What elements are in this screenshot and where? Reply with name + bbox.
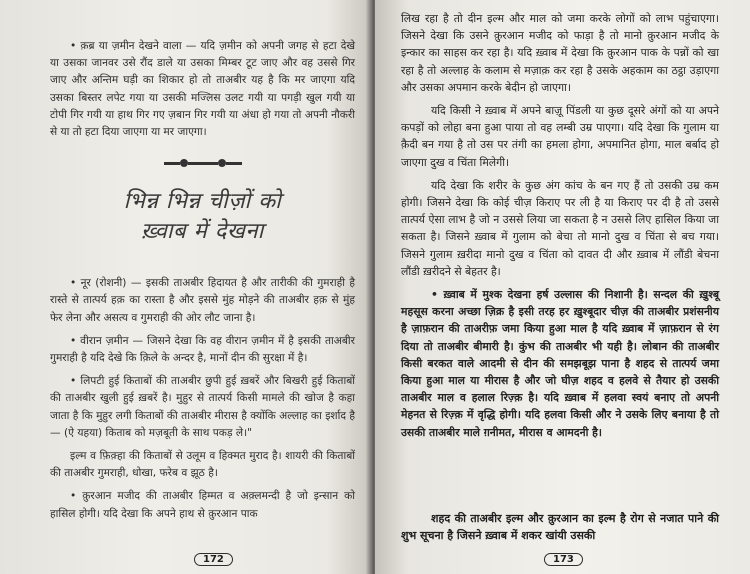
light-paragraph: • नूर (रोशनी) — इसकी ताअबीर हिदायत है और तारीकी की गुमराही है रास्ते से तात्पर्य हक़ का रास्ता है और इससे मुंह मोड़ने की ताअबीर हक़ से मुंह फेर लेना और असत्य व गुमराही की ओर लौट जाना है। <box>50 277 355 324</box>
knowledge-books-paragraph: इल्म व फ़िक़्हा की किताबों से उलूम व हिक्मत मुराद है। शायरी की किताबों की ताअबीर गुमराही, धोखा, फरेब व झूठ है। <box>50 450 355 480</box>
divider-line <box>226 162 242 165</box>
chapter-title-line: ख़्वाब में देखना <box>141 219 264 245</box>
page-number: 173 <box>544 553 583 566</box>
chapter-title <box>50 187 355 247</box>
divider-dot <box>218 159 226 167</box>
quran-paragraph: • क़ुरआन मजीद की ताअबीर हिम्मत व अक़्लमन्दी है जो इन्सान को हासिल होगी। यदि देखा कि अपने हाथ से क़ुरआन पाक <box>50 490 355 520</box>
glass-body-paragraph: यदि देखा कि शरीर के कुछ अंग कांच के बन गए हैं तो उसकी उम्र कम होगी। जिसने देखा कि कोई चीज़ किराए पर ली है या किराए पर दी है तो उससे तात्पर्य ऐसा लाभ है जो न उससे लिया जा सकता है न उससे लिए हासिल किया जा सकता है। जिसने ख़्वाब में गुलाम को बेचा तो मानो दुख व चिंता से बच गया। जिसने गुलाम ख़रीदा मानो दुख व चिंता को दावत दी और ख़्वाब में लौंडी बेचना लौंडी ख़रीदने से बेहतर है। <box>401 178 719 278</box>
left-page <box>0 0 371 574</box>
grave-dream-paragraph: • क़ब्र या ज़मीन देखने वाला — यदि ज़मीन को अपनी जगह से हटा देखे या उसका जानवर उसे रौंद डाले या उसका मिम्बर टूट जाए और वह उससे गिर जाए और अन्तिम घड़ी का शिकार हो तो ताअबीर यह है कि मर जाएगा यदि उसका बिस्तर लपेट गया या उसकी मज्लिस उलट गयी या पगड़ी खुल गयी या टोपी गिर गयी या हाथ गिर गए ज़बान गिर गयी या अंधा हो गया तो अपनी नौकरी से या तो हटा दिया जाएगा या मर जाएगा। <box>50 40 355 139</box>
right-text-column <box>401 10 719 447</box>
page-number: 172 <box>194 553 233 566</box>
books-paragraph: • लिपटी हुई किताबों की ताअबीर छुपी हुई ख़बरें और बिखरी हुई किताबों की ताअबीर खुली हुई ख़बरें है। मुहुर से तात्पर्य किसी मामले की खोज है कहा जाता है कि मुहुर लगी किताबों की ताअबीर मीरास है क्योंकि अल्लाह का इर्शाद है— (ऐ यहया) किताब को मज़बूती के साथ पकड़ ले।" <box>50 375 355 439</box>
divider-line <box>188 162 218 165</box>
wasteland-paragraph: • वीरान ज़मीन — जिसने देखा कि वह वीरान ज़मीन में है इसकी ताअबीर गुमराही है यदि देखे कि क़िले के अन्दर है, मानों दीन की सुरक्षा में है। <box>50 334 355 365</box>
divider-dot <box>180 159 188 167</box>
divider-line <box>164 162 180 165</box>
section-divider <box>50 157 355 169</box>
musk-paragraph: • ख़्वाब में मुश्क देखना हर्ष उल्लास की निशानी है। सन्दल की ख़ुश्बू महसूस करना अच्छा ज़िक्र है इसी तरह हर ख़ुश्बूदार चीज़ की ताअबीर प्रशंसनीय है ज़ाफ़रान की ताअरीफ़ जमा किया हुआ माल है यदि ख़्वाब में ज़ाफ़रान से रंग दिया तो ताअबीर बीमारी है। कुंभ की ताअबीर भी यही है। लोबान की ताअबीर किसी बरकत वाले आदमी से दीन की समझबूझ पाना है शहद से तात्पर्य जमा किया हुआ माल या मीरास है और जो घीज़ शहद व हलवे से तैयार हो उसकी ताअबीर माल व हलाल रिज़्क़ है। यदि ख़्वाब में हलवा स्वयं बनाए तो अपनी मेहनत से रिज़्क़ में वृद्धि होगी। यदि हलवा किसी और ने उसके लिए बनाया है तो उसकी ताअबीर माले ग़नीमत, मीरास व आमदनी है। <box>401 288 719 439</box>
chapter-title-line: भिन्न भिन्न चीज़ों को <box>123 189 282 215</box>
iron-body-paragraph: यदि किसी ने ख़्वाब में अपने बाज़ू पिंडली या कुछ दूसरे अंगों को या अपने कपड़ों को लोहा बना हुआ पाया तो वह लम्बी उम्र पाएगा। यदि देखा कि गुलाम या क़ैदी बन गया है तो उस पर तंगी का हमला होगा, अपमानित होगा, माल बर्बाद हो जाएगा दुख व चिंता मिलेगी। <box>401 104 719 169</box>
quran-continued-paragraph: लिख रहा है तो दीन इल्म और माल को जमा करके लोगों को लाभ पहुंचाएगा। जिसने देखा कि उसने क़ुरआन मजीद को फाड़ा है तो मानो क़ुरआन मजीद के इन्कार का साहस कर रहा है। यदि ख़्वाब में देखा कि क़ुरआन पाक के पन्नों को खा रहा है तो अल्लाह के कलाम से मज़ाक़ कर रहा है उसके अहकाम का ठट्ठा उड़ाएगा और उसका अपमान करके बेदीन हो जाएगा। <box>401 12 719 94</box>
left-text-column <box>50 38 355 529</box>
honey-paragraph-text: शहद की ताअबीर इल्म और क़ुरआन का इल्म है रोग से नजात पाने की शुभ सूचना है जिसने ख़्वाब में शकर खांयी उसकी <box>401 512 719 542</box>
honey-paragraph <box>401 510 719 544</box>
